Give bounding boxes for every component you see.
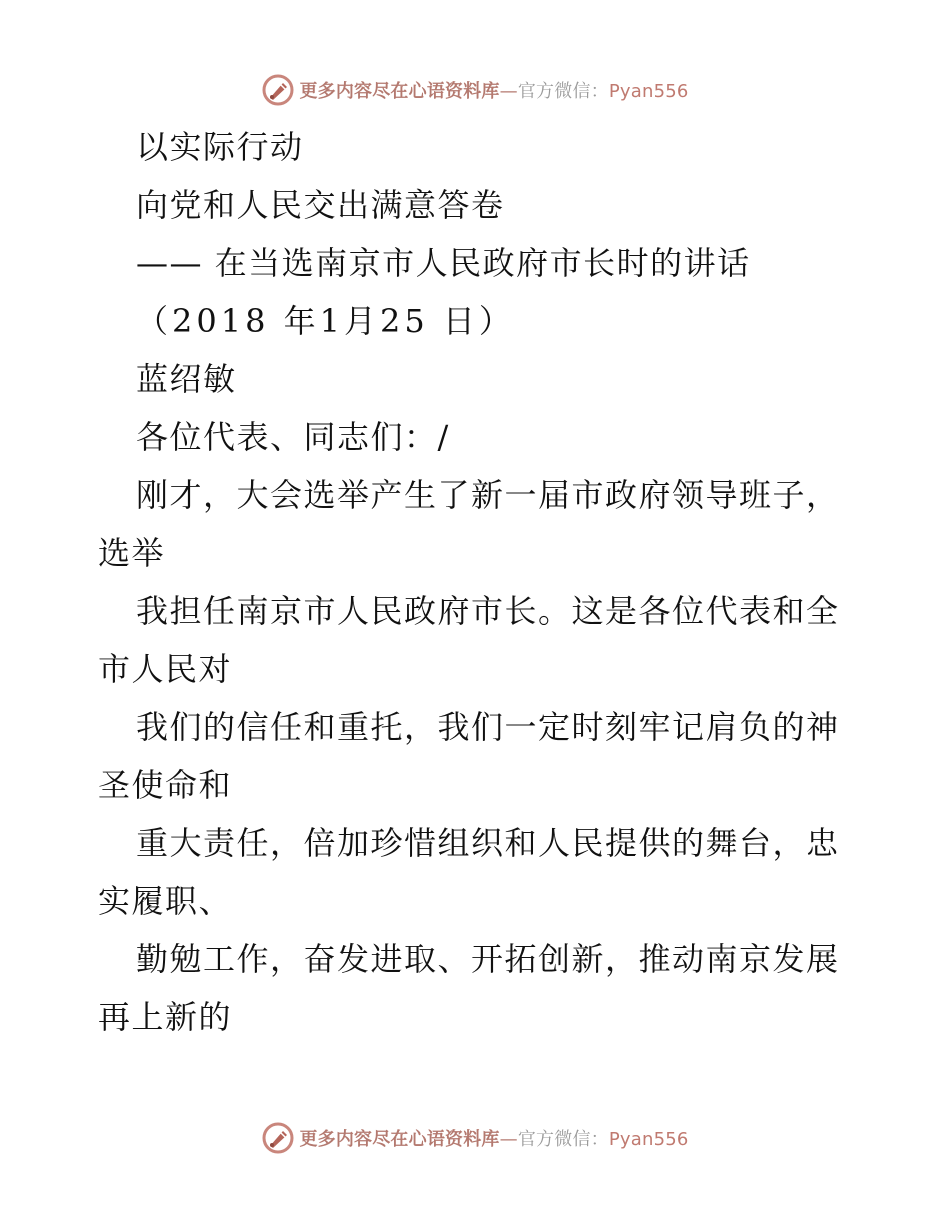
doc-paragraph-line: 实履职、 — [98, 882, 233, 920]
doc-paragraph-line: 勤勉工作，奋发进取、开拓创新，推动南京发展 — [136, 940, 840, 978]
watermark-main: 更多内容尽在心语资料库 — [299, 1129, 500, 1150]
doc-author: 蓝绍敏 — [136, 360, 237, 398]
document-body — [98, 118, 868, 1046]
watermark-id: Pyan556 — [608, 1129, 689, 1150]
doc-paragraph-line: 圣使命和 — [98, 766, 233, 804]
doc-subtitle: —— 在当选南京市人民政府市长时的讲话 — [136, 244, 751, 282]
watermark-separator: — — [499, 81, 518, 102]
footer-watermark — [0, 1118, 950, 1158]
doc-salutation: 各位代表、同志们：/ — [136, 418, 450, 456]
pen-nib-logo-icon — [261, 73, 295, 107]
header-watermark — [0, 70, 950, 110]
doc-paragraph-line: 市人民对 — [98, 650, 233, 688]
doc-paragraph-line: 再上新的 — [98, 998, 233, 1036]
doc-title-line-2: 向党和人民交出满意答卷 — [136, 186, 505, 224]
watermark-separator: — — [499, 1129, 518, 1150]
doc-paragraph-line: 选举 — [98, 534, 166, 572]
watermark-main: 更多内容尽在心语资料库 — [299, 81, 500, 102]
watermark-label: 官方微信： — [517, 1129, 609, 1150]
watermark-text — [299, 77, 688, 103]
pen-nib-logo-icon — [261, 1121, 295, 1155]
doc-paragraph-line: 我担任南京市人民政府市长。这是各位代表和全 — [136, 592, 840, 630]
doc-date: （2018 年1月25 日） — [136, 302, 515, 340]
doc-paragraph-line: 刚才，大会选举产生了新一届市政府领导班子， — [136, 476, 840, 514]
watermark-id: Pyan556 — [608, 81, 689, 102]
watermark-text — [299, 1125, 688, 1151]
doc-title-line-1: 以实际行动 — [136, 128, 304, 166]
watermark-label: 官方微信： — [517, 81, 609, 102]
doc-paragraph-line: 重大责任，倍加珍惜组织和人民提供的舞台，忠 — [136, 824, 840, 862]
doc-paragraph-line: 我们的信任和重托，我们一定时刻牢记肩负的神 — [136, 708, 840, 746]
